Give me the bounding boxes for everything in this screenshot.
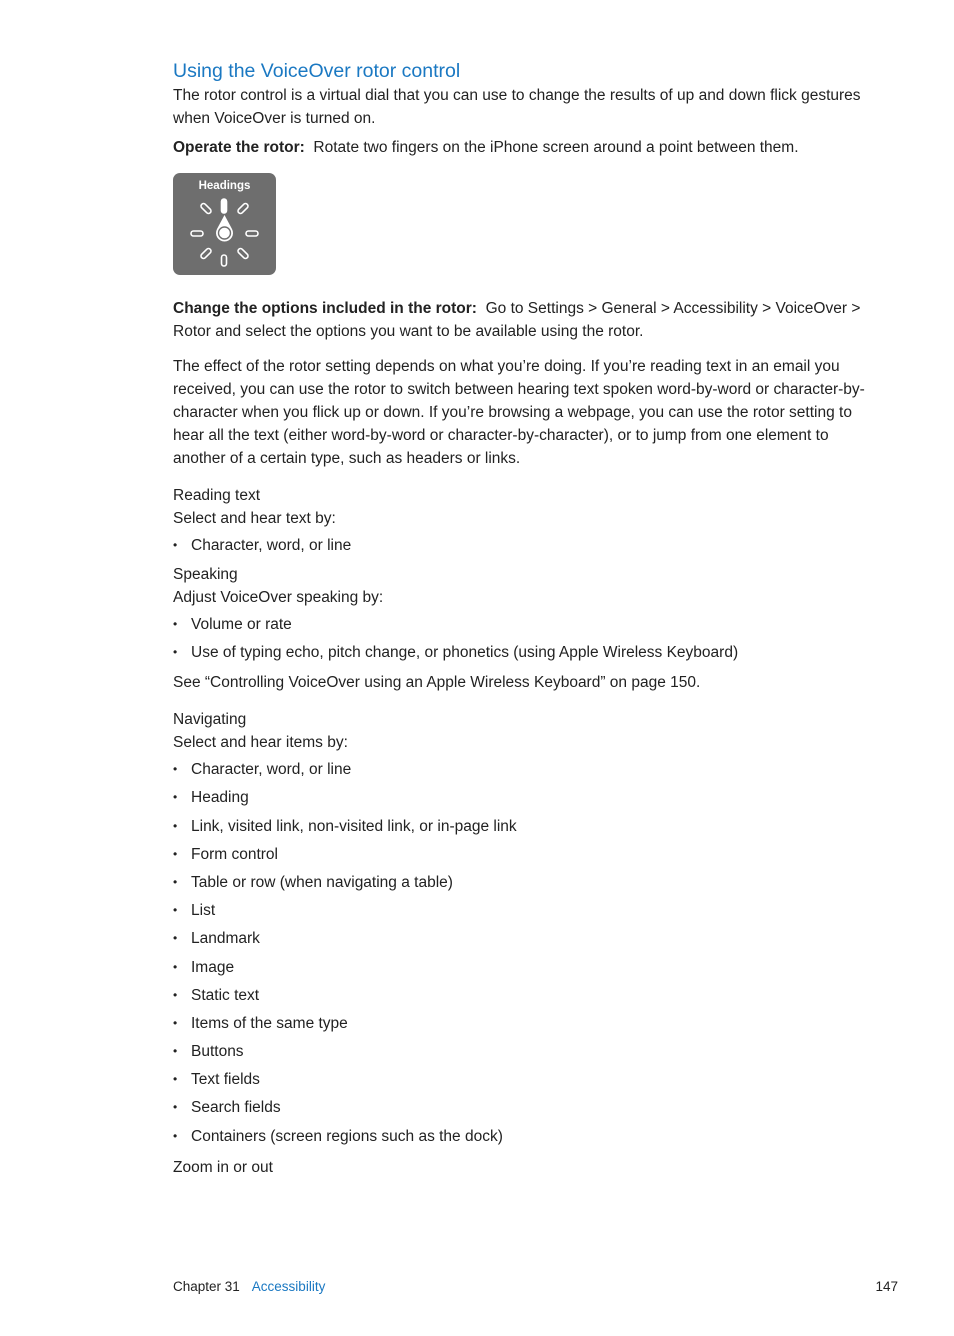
navigating-list [173, 758, 883, 1147]
effect-paragraph: The effect of the rotor setting depends on what you’re doing. If you’re reading text in an email you received, you can use the rotor to switch between hearing text spoken word-by-word or character-by-character when you flick up or down. If you’re browsing a webpage, you can use the rotor setting to hear all the text (either word-by-word or character-by-character), or to jump from one element to another of a certain type, such as headers or links. [173, 358, 865, 467]
list-item: • Buttons [173, 1040, 883, 1063]
page-content [173, 58, 883, 1179]
zoom-heading: Zoom in or out [173, 1158, 273, 1176]
rotor-illustration [173, 173, 276, 275]
list-item: • Heading [173, 786, 883, 809]
list-item: • Static text [173, 984, 883, 1007]
operate-text: Rotate two fingers on the iPhone screen around a point between them. [313, 139, 799, 156]
navigating-heading: Navigating [173, 711, 247, 729]
page-number: 147 [875, 1279, 898, 1294]
list-item: • Use of typing echo, pitch change, or phonetics (using Apple Wireless Keyboard) [173, 641, 883, 664]
list-item: • Image [173, 956, 883, 979]
reading-lead: Select and hear text by: [173, 510, 336, 527]
intro-paragraph: The rotor control is a virtual dial that you can use to change the results of up and down flick gestures when VoiceOver is turned on. [173, 87, 861, 127]
page-footer [173, 1279, 898, 1294]
rotor-label: Headings [198, 180, 251, 192]
list-item: • Table or row (when navigating a table) [173, 871, 883, 894]
list-item: • Form control [173, 843, 883, 866]
see-reference: See “Controlling VoiceOver using an Apple Wireless Keyboard” on page 150. [173, 674, 701, 692]
change-text: Go to Settings > General > Accessibility > VoiceOver > Rotor and select the options you want to be available using the rotor. [173, 300, 861, 340]
list-item: • Link, visited link, non-visited link, or in-page link [173, 815, 883, 838]
footer-section-link[interactable]: Accessibility [251, 1279, 326, 1294]
list-item: • Character, word, or line [173, 758, 883, 781]
change-label: Change the options included in the rotor: [173, 300, 477, 317]
list-item: • Volume or rate [173, 613, 883, 636]
rotor-dial-icon [173, 173, 276, 275]
change-paragraph [173, 297, 883, 343]
speaking-lead: Adjust VoiceOver speaking by: [173, 589, 384, 606]
list-item: • List [173, 899, 883, 922]
operate-paragraph [173, 136, 883, 159]
list-item: • Containers (screen regions such as the dock) [173, 1125, 883, 1148]
list-item: • Text fields [173, 1068, 883, 1091]
list-item: • Items of the same type [173, 1012, 883, 1035]
speaking-list [173, 613, 883, 664]
reading-list [173, 534, 883, 557]
footer-chapter: Chapter 31 [173, 1279, 240, 1294]
list-item: • Search fields [173, 1096, 883, 1119]
navigating-lead: Select and hear items by: [173, 734, 348, 752]
reading-heading: Reading text [173, 487, 261, 504]
speaking-heading: Speaking [173, 566, 238, 583]
operate-label: Operate the rotor: [173, 139, 305, 156]
list-item: • Character, word, or line [173, 534, 883, 557]
list-item: • Landmark [173, 927, 883, 950]
section-heading: Using the VoiceOver rotor control [173, 60, 461, 82]
